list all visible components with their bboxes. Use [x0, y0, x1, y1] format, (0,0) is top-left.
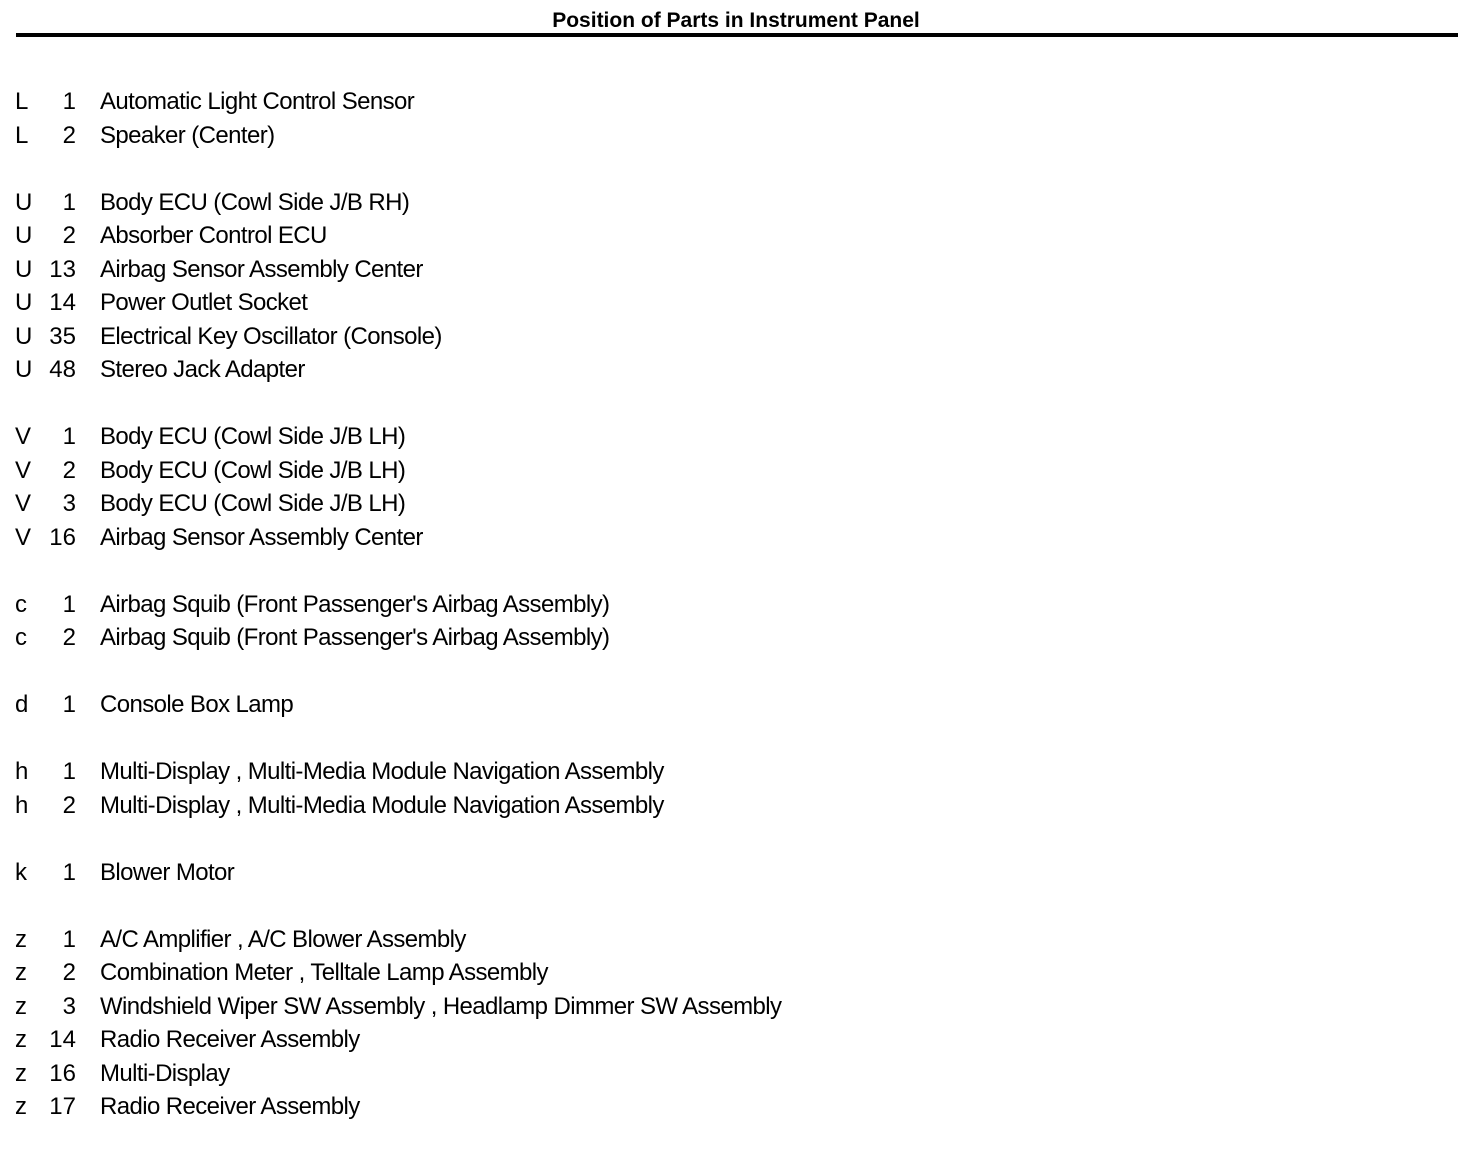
part-description: Windshield Wiper SW Assembly , Headlamp Dimmer SW Assembly [100, 992, 782, 1020]
title-divider [16, 33, 1458, 37]
part-description: Multi-Display , Multi-Media Module Navigation Assembly [100, 758, 664, 785]
part-row [0, 219, 1472, 253]
connector-code: c [15, 624, 27, 651]
connector-code: U [15, 289, 33, 316]
part-row [0, 755, 1472, 789]
parts-group [0, 420, 1472, 554]
connector-code: V [15, 490, 32, 517]
connector-code: L [15, 121, 29, 149]
part-description: Airbag Squib (Front Passenger's Airbag Assembly) [100, 590, 610, 618]
part-description: Airbag Squib (Front Passenger's Airbag Assembly) [100, 624, 610, 651]
connector-code: c [15, 590, 27, 618]
connector-code: z [15, 959, 27, 986]
connector-code: h [15, 791, 29, 819]
connector-number: 1 [62, 925, 76, 953]
part-description: Absorber Control ECU [100, 222, 327, 249]
parts-group [0, 856, 1472, 890]
connector-number: 3 [62, 992, 76, 1020]
part-description: Body ECU (Cowl Side J/B LH) [100, 456, 406, 484]
connector-number: 1 [62, 88, 76, 115]
connector-code: k [15, 858, 27, 886]
parts-group [0, 755, 1472, 822]
connector-code: z [15, 925, 27, 953]
connector-code: L [15, 88, 29, 115]
connector-number: 2 [62, 791, 76, 819]
connector-number: 1 [62, 758, 76, 785]
part-description: Speaker (Center) [100, 121, 275, 149]
connector-number: 2 [62, 624, 76, 651]
connector-number: 1 [62, 691, 76, 718]
part-row [0, 186, 1472, 220]
part-description: Automatic Light Control Sensor [100, 88, 415, 115]
part-row [0, 487, 1472, 521]
part-row [0, 621, 1472, 655]
part-row [0, 85, 1472, 119]
part-row [0, 956, 1472, 990]
part-row [0, 1057, 1472, 1091]
connector-number: 14 [49, 1026, 76, 1053]
part-row [0, 856, 1472, 890]
connector-number: 13 [49, 255, 76, 283]
parts-list [0, 85, 1472, 1157]
part-row [0, 923, 1472, 957]
part-description: A/C Amplifier , A/C Blower Assembly [100, 925, 466, 953]
part-description: Stereo Jack Adapter [100, 356, 305, 383]
connector-number: 2 [62, 959, 76, 986]
connector-code: z [15, 1059, 27, 1087]
parts-group [0, 923, 1472, 1124]
part-description: Multi-Display [100, 1059, 230, 1087]
connector-number: 2 [62, 222, 76, 249]
connector-code: z [15, 992, 27, 1020]
connector-code: U [15, 222, 33, 249]
connector-number: 48 [49, 356, 76, 383]
connector-code: z [15, 1026, 27, 1053]
connector-number: 1 [62, 590, 76, 618]
part-row [0, 353, 1472, 387]
part-row [0, 119, 1472, 153]
part-description: Electrical Key Oscillator (Console) [100, 322, 442, 350]
connector-number: 14 [49, 289, 76, 316]
part-description: Body ECU (Cowl Side J/B RH) [100, 188, 410, 216]
connector-number: 1 [62, 858, 76, 886]
connector-code: h [15, 758, 29, 785]
part-row [0, 253, 1472, 287]
connector-code: V [15, 523, 32, 551]
connector-code: d [15, 691, 29, 718]
part-row [0, 588, 1472, 622]
part-description: Body ECU (Cowl Side J/B LH) [100, 490, 406, 517]
part-description: Multi-Display , Multi-Media Module Navigation Assembly [100, 791, 664, 819]
connector-code: U [15, 322, 33, 350]
part-row [0, 521, 1472, 555]
connector-number: 1 [62, 188, 76, 216]
connector-number: 16 [49, 523, 76, 551]
connector-code: V [15, 456, 32, 484]
connector-number: 1 [62, 423, 76, 450]
part-row [0, 320, 1472, 354]
connector-number: 3 [62, 490, 76, 517]
parts-group [0, 588, 1472, 655]
connector-number: 16 [49, 1059, 76, 1087]
part-description: Blower Motor [100, 858, 235, 886]
part-row [0, 789, 1472, 823]
part-row [0, 1090, 1472, 1124]
parts-group [0, 186, 1472, 387]
connector-code: z [15, 1093, 27, 1120]
connector-code: U [15, 188, 33, 216]
part-description: Radio Receiver Assembly [100, 1026, 360, 1053]
part-row [0, 286, 1472, 320]
part-row [0, 688, 1472, 722]
part-description: Body ECU (Cowl Side J/B LH) [100, 423, 406, 450]
part-description: Radio Receiver Assembly [100, 1093, 360, 1120]
part-description: Console Box Lamp [100, 691, 294, 718]
connector-number: 2 [62, 456, 76, 484]
parts-group [0, 688, 1472, 722]
part-description: Combination Meter , Telltale Lamp Assembly [100, 959, 548, 986]
part-row [0, 990, 1472, 1024]
connector-code: V [15, 423, 32, 450]
connector-number: 2 [62, 121, 76, 149]
parts-group [0, 85, 1472, 152]
part-row [0, 1023, 1472, 1057]
page-title: Position of Parts in Instrument Panel [552, 9, 920, 32]
part-description: Airbag Sensor Assembly Center [100, 255, 423, 283]
connector-code: U [15, 255, 33, 283]
part-description: Airbag Sensor Assembly Center [100, 523, 423, 551]
connector-code: U [15, 356, 33, 383]
part-row [0, 420, 1472, 454]
part-description: Power Outlet Socket [100, 289, 308, 316]
connector-number: 35 [49, 322, 76, 350]
part-row [0, 454, 1472, 488]
connector-number: 17 [49, 1093, 76, 1120]
